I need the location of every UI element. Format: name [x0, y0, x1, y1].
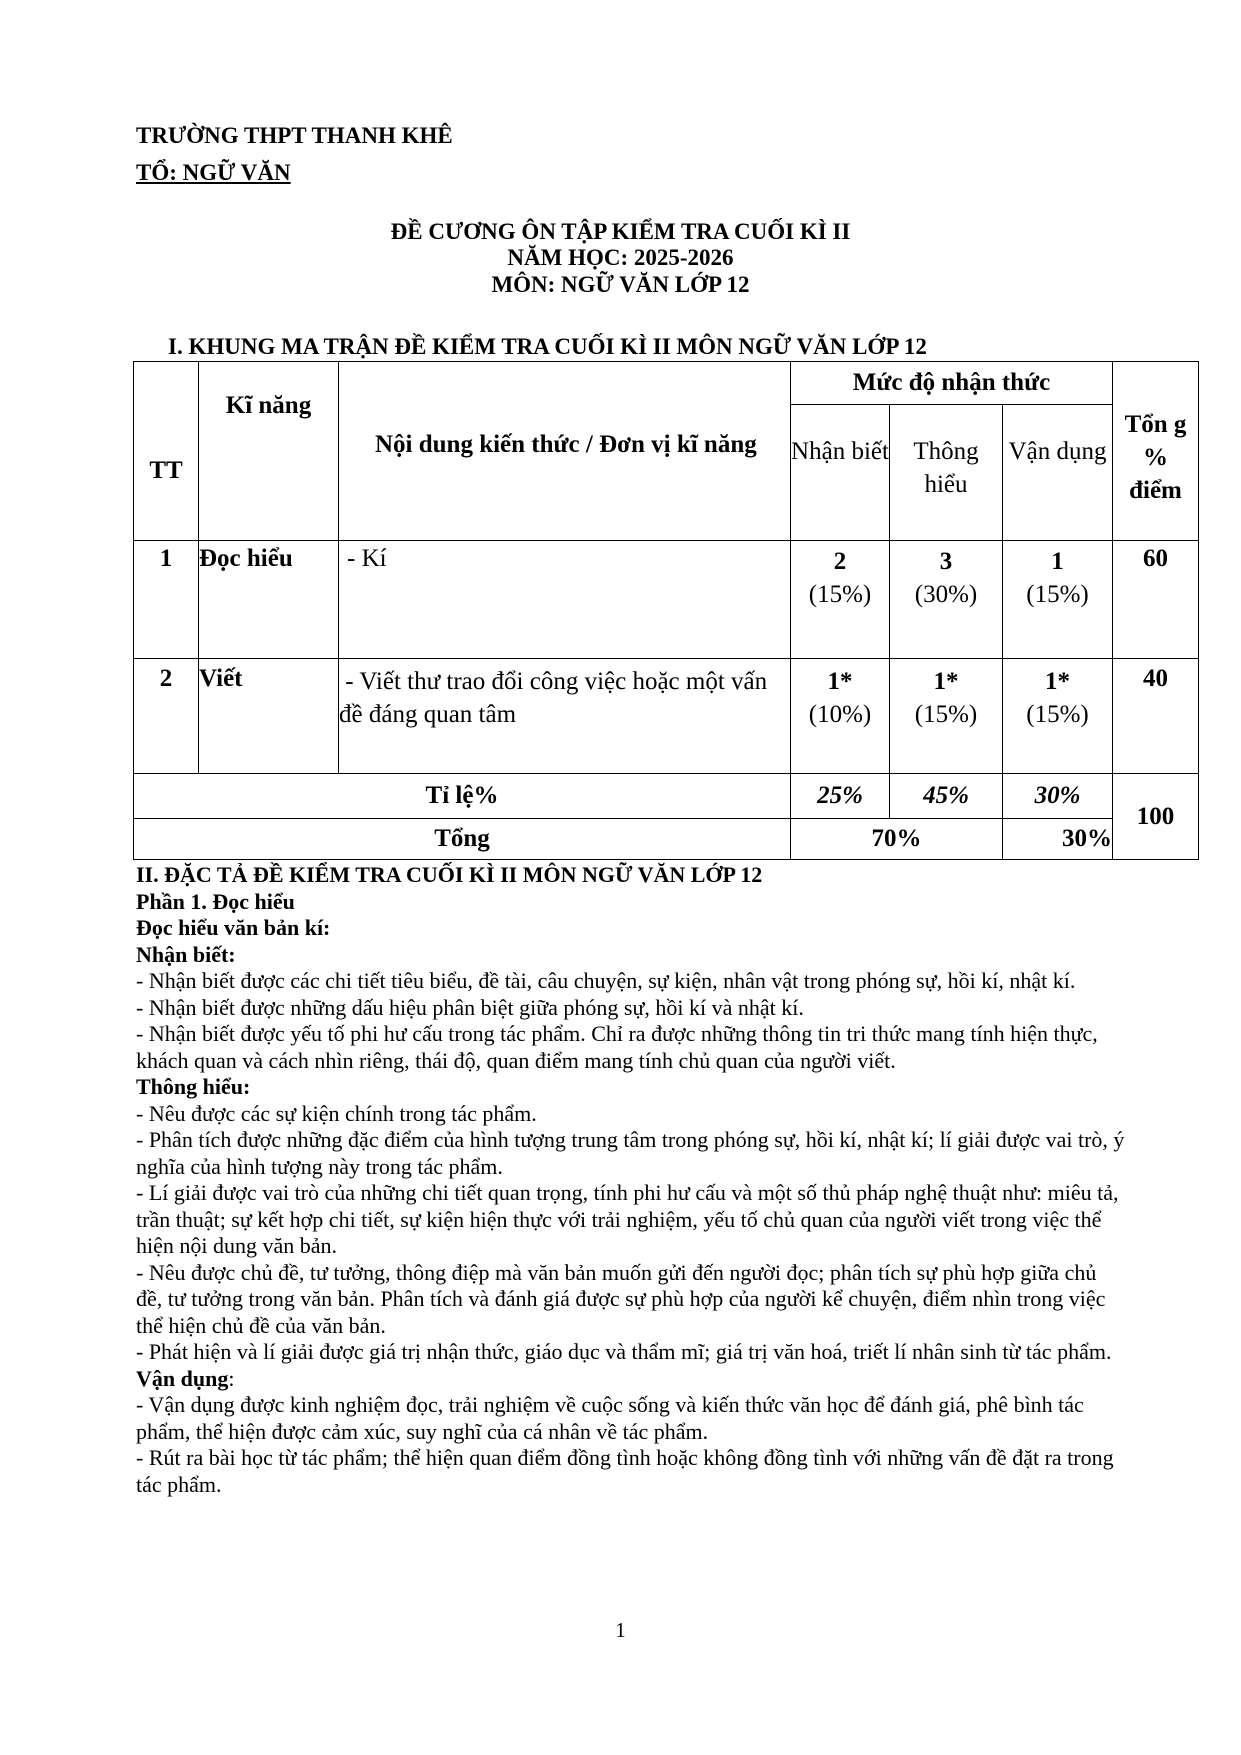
part1-heading: Phần 1. Đọc hiểu	[136, 888, 295, 914]
ratio-recognize: 25%	[791, 774, 890, 819]
sum-left: 70%	[791, 819, 1003, 860]
row2-apply: 1* (15%)	[1003, 659, 1113, 774]
reading-subheading: Đọc hiểu văn bản kí:	[136, 915, 331, 940]
header-understand: Thông hiểu	[890, 405, 1003, 541]
recognize-heading: Nhận biết:	[136, 941, 236, 967]
understand-item: - Lí giải được vai trò của những chi tiết quan trọng, tính phi hư cấu và một số thủ pháp nghệ thuật như: miêu tả, trần thuật; sự kết hợp chi tiết, sự kiện hiện thực với trải nghiệm, yếu tố chủ quan của người viết trong việc thể hiện nội dung văn bản.	[136, 1180, 1119, 1258]
apply-item: - Rút ra bài học từ tác phẩm; thể hiện quan điểm đồng tình hoặc không đồng tình với những vấn đề đặt ra trong tác phẩm.	[136, 1445, 1114, 1497]
matrix-table	[133, 361, 1199, 860]
understand-item: - Phát hiện và lí giải được giá trị nhận thức, giáo dục và thẩm mĩ; giá trị văn hoá, triết lí nhân sinh từ tác phẩm.	[136, 1339, 1112, 1364]
header-skill: Kĩ năng	[199, 362, 339, 541]
section1-heading: I. KHUNG MA TRẬN ĐỀ KIỂM TRA CUỐI KÌ II MÔN NGỮ VĂN LỚP 12	[168, 334, 927, 359]
school-name: TRƯỜNG THPT THANH KHÊ	[136, 123, 453, 148]
row2-content: - Viết thư trao đổi công việc hoặc một vấn đề đáng quan tâm	[339, 659, 791, 774]
header-total-top	[1113, 362, 1199, 405]
ratio-understand: 45%	[890, 774, 1003, 819]
apply-item: - Vận dụng được kinh nghiệm đọc, trải nghiệm về cuộc sống và kiến thức văn học để đánh giá, phê bình tác phẩm, thể hiện được cảm xúc, suy nghĩ của cá nhân về tác phẩm.	[136, 1392, 1084, 1444]
understand-item: - Phân tích được những đặc điểm của hình tượng trung tâm trong phóng sự, hồi kí, nhật kí; lí giải được vai trò, ý nghĩa của hình tượng này trong tác phẩm.	[136, 1127, 1125, 1179]
row1-recognize: 2 (15%)	[791, 541, 890, 659]
doc-title-line2: NĂM HỌC: 2025-2026	[507, 245, 734, 270]
header-recognize: Nhận biết	[791, 405, 890, 541]
row1-total: 60	[1113, 541, 1199, 659]
spec-section	[136, 862, 1126, 1498]
sum-label: Tổng	[134, 819, 791, 860]
department-name: TỔ: NGỮ VĂN	[136, 160, 291, 185]
recognize-item: - Nhận biết được các chi tiết tiêu biểu, đề tài, câu chuyện, sự kiện, nhân vật trong phóng sự, hồi kí, nhật kí.	[136, 968, 1076, 993]
apply-colon: :	[228, 1365, 235, 1391]
recognize-item: - Nhận biết được những dấu hiệu phân biệt giữa phóng sự, hồi kí và nhật kí.	[136, 994, 804, 1020]
row2-tt: 2	[134, 659, 199, 774]
header-total: Tổn g % điểm	[1113, 405, 1199, 541]
understand-item: - Nêu được các sự kiện chính trong tác phẩm.	[136, 1100, 537, 1126]
row1-skill: Đọc hiểu	[199, 541, 339, 659]
recognize-item: - Nhận biết được yếu tố phi hư cấu trong tác phẩm. Chỉ ra được những thông tin tri thức mang tính hiện thực, khách quan và cách nhìn riêng, thái độ, quan điểm mang tính chủ quan của người viết.	[136, 1021, 1098, 1073]
grand-total: 100	[1113, 774, 1199, 860]
apply-heading: Vận dụng	[136, 1365, 229, 1391]
understand-heading: Thông hiểu:	[136, 1074, 251, 1099]
ratio-label: Tỉ lệ%	[134, 774, 791, 819]
apply-heading-line	[136, 1366, 1126, 1393]
doc-title-line1: ĐỀ CƯƠNG ÔN TẬP KIỂM TRA CUỐI KÌ II	[390, 219, 851, 244]
header-tt: TT	[134, 362, 199, 541]
row1-tt: 1	[134, 541, 199, 659]
row1-content: - Kí	[339, 541, 791, 659]
header-level-group: Mức độ nhận thức	[791, 362, 1113, 405]
sum-right: 30%	[1003, 819, 1113, 860]
header-content: Nội dung kiến thức / Đơn vị kĩ năng	[339, 362, 791, 541]
header-apply: Vận dụng	[1003, 405, 1113, 541]
row2-total: 40	[1113, 659, 1199, 774]
page-number: 1	[615, 1618, 626, 1642]
row1-understand: 3 (30%)	[890, 541, 1003, 659]
row1-apply: 1 (15%)	[1003, 541, 1113, 659]
row2-understand: 1* (15%)	[890, 659, 1003, 774]
row2-skill: Viết	[199, 659, 339, 774]
row2-recognize: 1* (10%)	[791, 659, 890, 774]
understand-item: - Nêu được chủ đề, tư tưởng, thông điệp mà văn bản muốn gửi đến người đọc; phân tích sự phù hợp giữa chủ đề, tư tưởng trong văn bản. Phân tích và đánh giá được sự phù hợp của người kể chuyện, điểm nhìn trong việc thể hiện chủ đề của văn bản.	[136, 1259, 1106, 1338]
ratio-apply: 30%	[1003, 774, 1113, 819]
doc-title-line3: MÔN: NGỮ VĂN LỚP 12	[491, 272, 750, 297]
section2-heading: II. ĐẶC TẢ ĐỀ KIỂM TRA CUỐI KÌ II MÔN NGỮ VĂN LỚP 12	[136, 862, 763, 887]
